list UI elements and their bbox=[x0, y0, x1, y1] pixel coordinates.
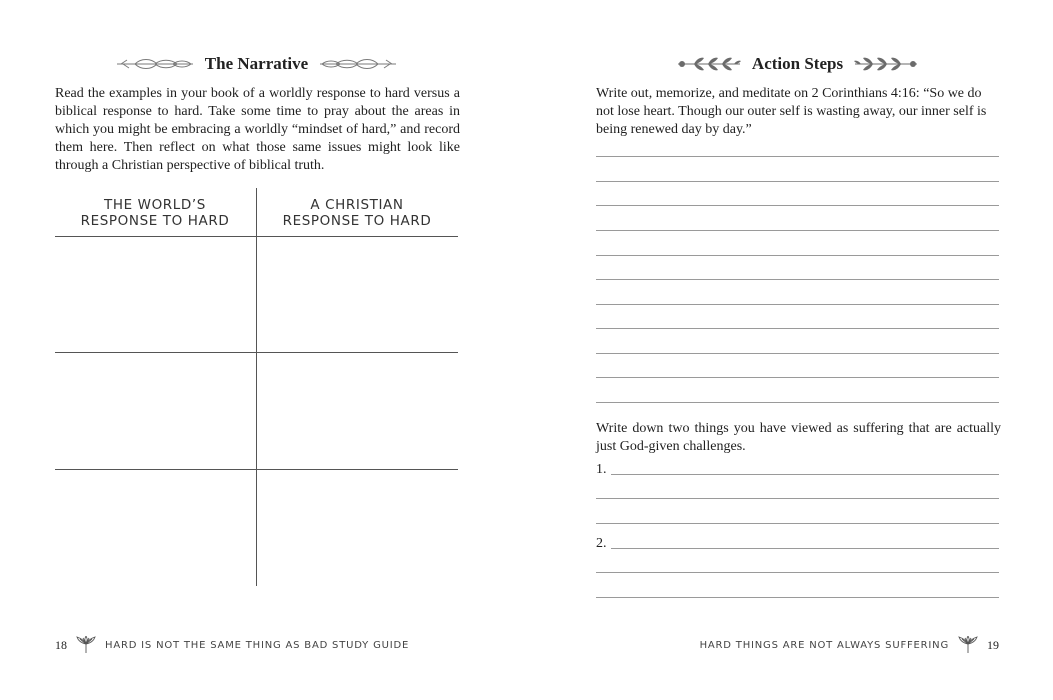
writing-line[interactable] bbox=[596, 572, 999, 573]
table-row-divider bbox=[55, 469, 458, 470]
writing-line[interactable] bbox=[596, 304, 999, 305]
action-steps-heading bbox=[596, 52, 999, 76]
writing-line[interactable] bbox=[596, 523, 999, 524]
writing-line[interactable] bbox=[596, 279, 999, 280]
table-column-divider bbox=[256, 188, 257, 586]
response-table bbox=[55, 188, 458, 586]
chapter-title-footer: HARD THINGS ARE NOT ALWAYS SUFFERING bbox=[699, 639, 949, 651]
writing-line[interactable] bbox=[611, 548, 999, 549]
item-number-2: 2. bbox=[596, 536, 607, 551]
writing-line[interactable] bbox=[596, 156, 999, 157]
right-footer bbox=[700, 636, 999, 654]
writing-line[interactable] bbox=[596, 205, 999, 206]
scripture-prompt: Write out, memorize, and meditate on 2 Corinthians 4:16: “So we do not lose heart. Though our outer self is wasting away, our inner self is being renewed day by day.” bbox=[596, 86, 987, 137]
narrative-heading bbox=[55, 52, 458, 76]
lily-flower-icon bbox=[957, 636, 979, 654]
leaf-branch-ornament-icon bbox=[115, 56, 195, 72]
writing-line[interactable] bbox=[596, 402, 999, 403]
column-header-worlds-response: THE WORLD’S RESPONSE TO HARD bbox=[80, 197, 230, 229]
leaf-branch-ornament-icon bbox=[678, 56, 742, 72]
table-header-rule bbox=[55, 236, 458, 237]
left-footer bbox=[55, 636, 409, 654]
page-number: 19 bbox=[987, 637, 999, 652]
writing-line[interactable] bbox=[596, 181, 999, 182]
lily-flower-icon bbox=[75, 636, 97, 654]
action-steps-heading-text: Action Steps bbox=[751, 54, 844, 73]
writing-line[interactable] bbox=[596, 353, 999, 354]
writing-line[interactable] bbox=[596, 255, 999, 256]
suffering-prompt: Write down two things you have viewed as suffering that are actually just God-given challenges. bbox=[596, 421, 1001, 454]
writing-line[interactable] bbox=[596, 230, 999, 231]
left-page bbox=[0, 0, 526, 700]
column-header-christian-response: A CHRISTIAN RESPONSE TO HARD bbox=[282, 197, 432, 229]
narrative-intro: Read the examples in your book of a worldly response to hard versus a biblical response to hard. Take some time to pray about the areas in which you might be embracing a worldly “mindset of hard,” and record them here. Then reflect on what those same issues might look like through a Christian perspective of biblical truth. bbox=[55, 86, 460, 173]
page-number: 18 bbox=[55, 637, 67, 652]
item-number-1: 1. bbox=[596, 462, 607, 477]
writing-line[interactable] bbox=[596, 328, 999, 329]
writing-line[interactable] bbox=[611, 474, 999, 475]
writing-line[interactable] bbox=[596, 597, 999, 598]
writing-line[interactable] bbox=[596, 498, 999, 499]
book-title-footer: HARD IS NOT THE SAME THING AS BAD STUDY GUIDE bbox=[105, 639, 410, 651]
right-page bbox=[527, 0, 1053, 700]
table-row-divider bbox=[55, 352, 458, 353]
leaf-branch-ornament-icon bbox=[318, 56, 398, 72]
narrative-heading-text: The Narrative bbox=[204, 54, 309, 73]
leaf-branch-ornament-icon bbox=[853, 56, 917, 72]
writing-line[interactable] bbox=[596, 377, 999, 378]
